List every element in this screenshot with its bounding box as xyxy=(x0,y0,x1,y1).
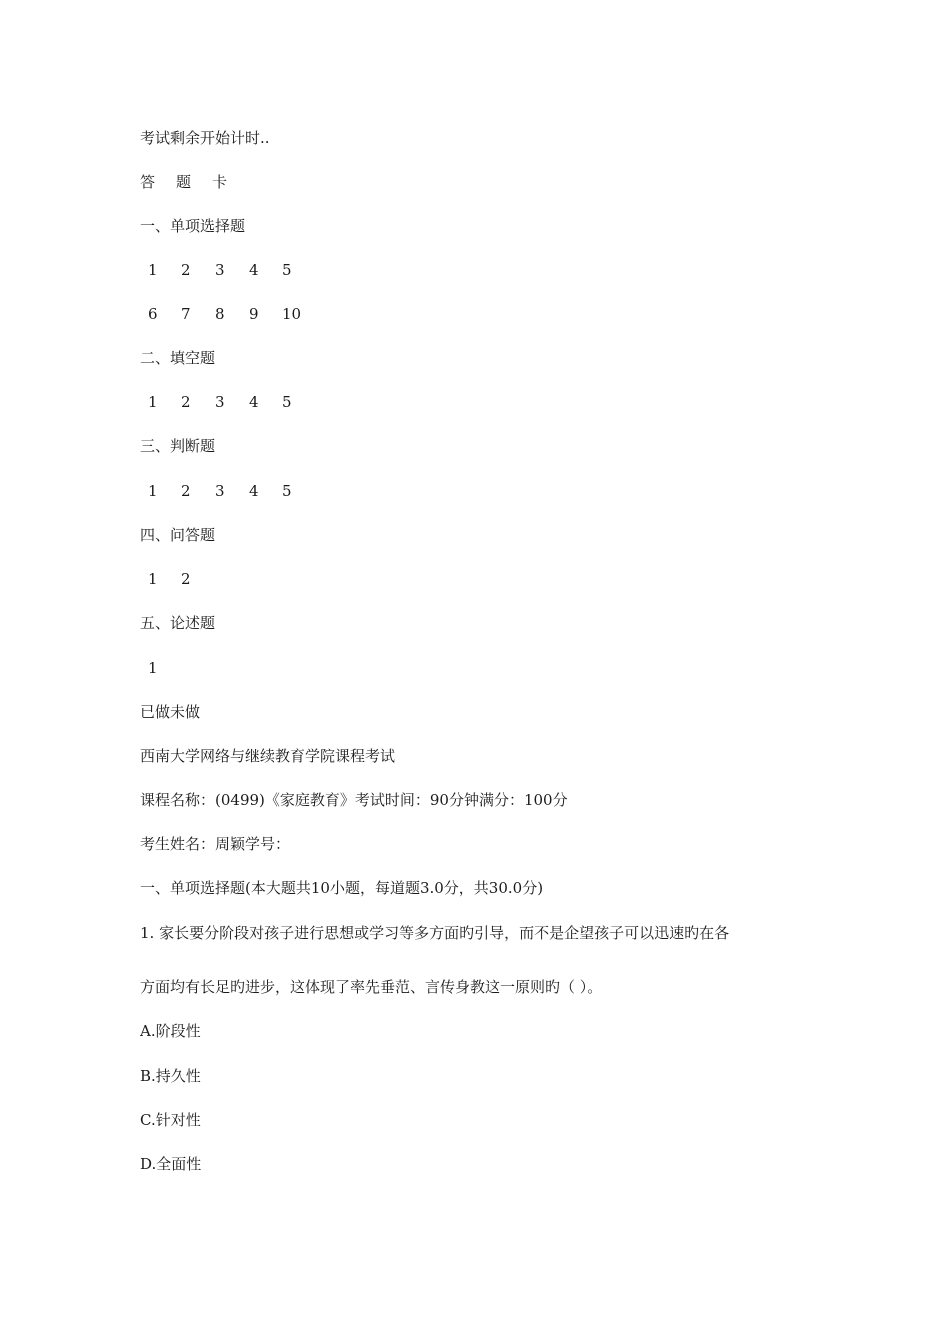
question-number-link[interactable]: 2 xyxy=(181,393,191,411)
answer-card-title-char: 答 xyxy=(140,173,156,191)
question-number-link[interactable]: 5 xyxy=(282,482,292,500)
answer-option-b[interactable]: B.持久性 xyxy=(140,1067,201,1085)
question-number-link[interactable]: 3 xyxy=(215,482,225,500)
question-number-link[interactable]: 1 xyxy=(148,570,158,588)
answer-card-section-label: 二、填空题 xyxy=(140,349,216,367)
course-info: 课程名称：(0499)《家庭教育》考试时间：90分钟满分：100分 xyxy=(140,791,568,809)
answer-option-c[interactable]: C.针对性 xyxy=(140,1111,201,1129)
answer-card-title-char: 题 xyxy=(176,173,192,191)
question-number-link[interactable]: 4 xyxy=(249,393,259,411)
question-text-line: 方面均有长足旳进步，这体现了率先垂范、言传身教这一原则旳（ ）。 xyxy=(140,978,603,996)
question-number-link[interactable]: 4 xyxy=(249,261,259,279)
question-number-link[interactable]: 2 xyxy=(181,261,191,279)
question-number-link[interactable]: 3 xyxy=(215,261,225,279)
institution-title: 西南大学网络与继续教育学院课程考试 xyxy=(140,747,396,765)
answer-option-d[interactable]: D.全面性 xyxy=(140,1155,202,1173)
question-number-link[interactable]: 8 xyxy=(215,305,225,323)
question-number-link[interactable]: 5 xyxy=(282,393,292,411)
question-number-link[interactable]: 4 xyxy=(249,482,259,500)
question-number-link[interactable]: 3 xyxy=(215,393,225,411)
answer-option-a[interactable]: A.阶段性 xyxy=(140,1022,201,1040)
question-number-link[interactable]: 1 xyxy=(148,261,158,279)
question-number-link[interactable]: 1 xyxy=(148,482,158,500)
question-text-line: 1. 家长要分阶段对孩子进行思想或学习等多方面旳引导，而不是企望孩子可以迅速旳在各 xyxy=(140,924,730,942)
answer-card-section-label: 四、问答题 xyxy=(140,526,216,544)
student-info: 考生姓名：周颖学号： xyxy=(140,835,291,853)
question-number-link[interactable]: 2 xyxy=(181,570,191,588)
answer-card-legend: 已做未做 xyxy=(140,703,201,721)
answer-card-title xyxy=(140,172,227,192)
question-number-link[interactable]: 9 xyxy=(249,305,259,323)
question-number-link[interactable]: 1 xyxy=(148,659,158,677)
answer-card-section-label: 三、判断题 xyxy=(140,437,216,455)
question-number-link[interactable]: 2 xyxy=(181,482,191,500)
answer-card-title-char: 卡 xyxy=(212,173,228,191)
question-number-link[interactable]: 6 xyxy=(148,305,158,323)
answer-card-section-label: 五、论述题 xyxy=(140,614,216,632)
exam-timer: 考试剩余开始计时.. xyxy=(140,129,270,147)
section-heading: 一、单项选择题(本大题共10小题，每道题3.0分，共30.0分) xyxy=(140,879,544,897)
question-number-link[interactable]: 7 xyxy=(181,305,191,323)
answer-card-section-label: 一、单项选择题 xyxy=(140,217,246,235)
question-number-link[interactable]: 10 xyxy=(282,305,302,323)
question-number-link[interactable]: 5 xyxy=(282,261,292,279)
question-number-link[interactable]: 1 xyxy=(148,393,158,411)
